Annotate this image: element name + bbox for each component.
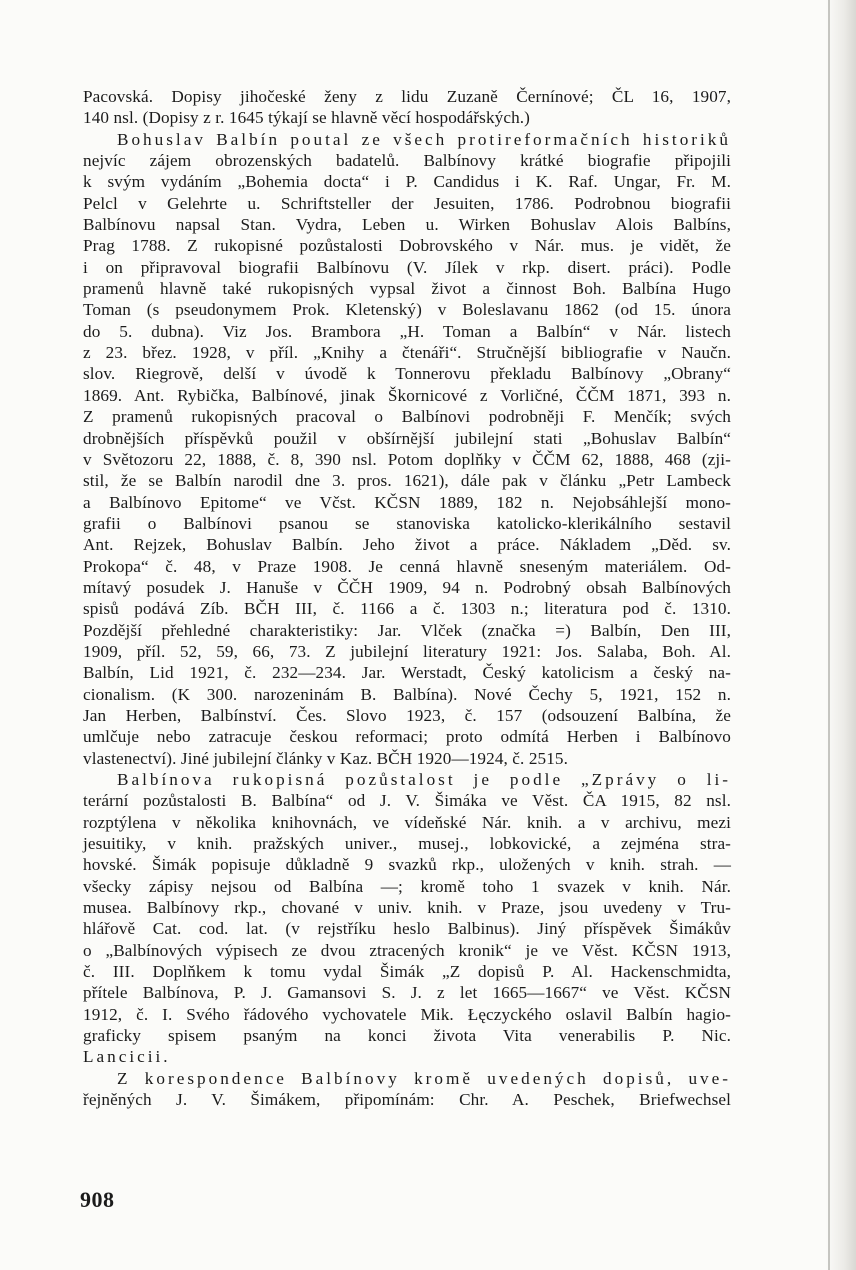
text-line: Toman (s pseudonymem Prok. Kletenský) v Boleslavanu 1862 (od 15. února (83, 300, 731, 320)
text-line: Pelcl v Gelehrte u. Schriftsteller der Jesuiten, 1786. Podrobnou biografii (83, 193, 731, 213)
text-line: grafii o Balbínovi psanou se stanoviska katolicko-klerikálního sestavil (83, 513, 731, 533)
text-line: Bohuslav Balbín poutal ze všech protireformačních historiků (117, 129, 731, 149)
text-line: hlářově Cat. cod. lat. (v rejstříku heslo Balbinus). Jiný příspěvek Šimákův (83, 919, 731, 939)
text-line: musea. Balbínovy rkp., chované v univ. knih. v Praze, jsou uvedeny v Tru- (83, 898, 731, 918)
text-line: k svým vydáním „Bohemia docta“ i P. Candidus i K. Raf. Ungar, Fr. M. (83, 172, 731, 192)
text-line: vlastenectví). Jiné jubilejní články v Kaz. BČH 1920—1924, č. 2515. (83, 748, 568, 768)
text-line: terární pozůstalosti B. Balbína“ od J. V. Šimáka ve Věst. ČA 1915, 82 nsl. (83, 791, 731, 811)
page-number: 908 (80, 1187, 115, 1212)
text-line: z 23. břez. 1928, v příl. „Knihy a čtenáři“. Stručnější bibliografie v Naučn. (83, 343, 731, 363)
text-line: hovské. Šimák popisuje důkladně 9 svazků rkp., uložených v knih. strah. — (83, 855, 731, 875)
text-line: Z pramenů rukopisných pracoval o Balbínovi podrobněji F. Menčík; svých (83, 407, 731, 427)
text-line: do 5. dubna). Viz Jos. Brambora „H. Toman a Balbín“ v Nár. listech (83, 321, 731, 341)
text-line: jesuitiky, v knih. pražských univer., musej., lobkovické, a zejména stra- (83, 834, 731, 854)
text-line: stil, že se Balbín narodil dne 3. pros. 1621), dále pak v článku „Petr Lambeck (83, 471, 731, 491)
text-line: slov. Riegrově, delší v úvodě k Tonnerovu překladu Balbínovy „Obrany“ (83, 364, 731, 384)
text-line: 140 nsl. (Dopisy z r. 1645 týkají se hlavně věcí hospodářských.) (83, 108, 530, 128)
page-edge-line (828, 0, 830, 1270)
text-line: 1909, příl. 52, 59, 66, 73. Z jubilejní literatury 1921: Jos. Salaba, Boh. Al. (83, 641, 731, 661)
text-line: Z korespondence Balbínovy kromě uvedených dopisů, uve- (117, 1068, 731, 1088)
text-line: umlčuje nebo zatracuje českou reformaci; proto odmítá Herben i Balbínovo (83, 727, 731, 747)
text-line: Prag 1788. Z rukopisné pozůstalosti Dobrovského v Nár. mus. je vidět, že (83, 236, 731, 256)
body-text (83, 86, 731, 1111)
text-line: řejněných J. V. Šimákem, připomínám: Chr. A. Peschek, Briefwechsel (83, 1090, 731, 1110)
text-line: č. III. Doplňkem k tomu vydal Šimák „Z dopisů P. Al. Hackenschmidta, (83, 962, 731, 982)
text-line: i on připravoval biografii Balbínovu (V. Jílek v rkp. disert. práci). Podle (83, 257, 731, 277)
page-edge (826, 0, 856, 1270)
text-line: přítele Balbínova, P. J. Gamansovi S. J. z let 1665—1667“ ve Věst. KČSN (83, 983, 731, 1003)
text-line: Prokopa“ č. 48, v Praze 1908. Je cenná hlavně sneseným materiálem. Od- (83, 556, 731, 576)
text-line: Balbínova rukopisná pozůstalost je podle „Zprávy o li- (117, 770, 731, 789)
text-line: Pozdější přehledné charakteristiky: Jar. Vlček (značka =) Balbín, Den III, (83, 620, 731, 640)
text-line: o „Balbínových výpisech ze dvou ztracených kronik“ je ve Věst. KČSN 1913, (83, 940, 731, 960)
text-line: všecky zápisy nejsou od Balbína —; kromě toho 1 svazek v knih. Nár. (83, 876, 731, 896)
text-line: graficky spisem psaným na konci života Vita venerabilis P. Nic. (83, 1026, 731, 1046)
text-line: Lancicii. (83, 1047, 171, 1067)
text-line: a Balbínovo Epitome“ ve Včst. KČSN 1889, 182 n. Nejobsáhlejší mono- (83, 492, 731, 512)
text-line: Pacovská. Dopisy jihočeské ženy z lidu Zuzaně Černínové; ČL 16, 1907, (83, 87, 731, 106)
text-line: Balbínovu napsal Stan. Vydra, Leben u. Wirken Bohuslav Alois Balbíns, (83, 215, 731, 235)
text-line: cionalism. (K 300. narozeninám B. Balbína). Nové Čechy 5, 1921, 152 n. (83, 684, 731, 704)
text-line: spisů podává Zíb. BČH III, č. 1166 a č. 1303 n.; literatura pod č. 1310. (83, 599, 731, 619)
text-line: mítavý posudek J. Hanuše v ČČH 1909, 94 n. Podrobný obsah Balbínových (83, 577, 731, 597)
text-line: pramenů hlavně také rukopisných vypsal život a činnost Boh. Balbína Hugo (83, 279, 731, 299)
text-line: Balbín, Lid 1921, č. 232—234. Jar. Werstadt, Český katolicism a český na- (83, 663, 731, 683)
text-line: rozptýlena v několika knihovnách, ve vídeňské Nár. knih. a v archivu, mezi (83, 812, 731, 832)
text-line: Jan Herben, Balbínství. Čes. Slovo 1923, č. 157 (odsouzení Balbína, že (83, 705, 731, 725)
text-line: drobnějších příspěvků použil v obšírnější jubilejní stati „Bohuslav Balbín“ (83, 428, 731, 448)
text-line: Ant. Rejzek, Bohuslav Balbín. Jeho život a práce. Nákladem „Děd. sv. (83, 535, 731, 555)
text-line: nejvíc zájem obrozenských badatelů. Balbínovy krátké biografie připojili (83, 151, 731, 171)
text-line: 1912, č. I. Svého řádového vychovatele Mik. Łęczyckého oslavil Balbín hagio- (83, 1004, 731, 1024)
text-line: 1869. Ant. Rybička, Balbínové, jinak Škornicové z Vorličné, ČČM 1871, 393 n. (83, 385, 731, 405)
text-line: v Světozoru 22, 1888, č. 8, 390 nsl. Potom doplňky v ČČM 62, 1888, 468 (zji- (83, 449, 731, 469)
